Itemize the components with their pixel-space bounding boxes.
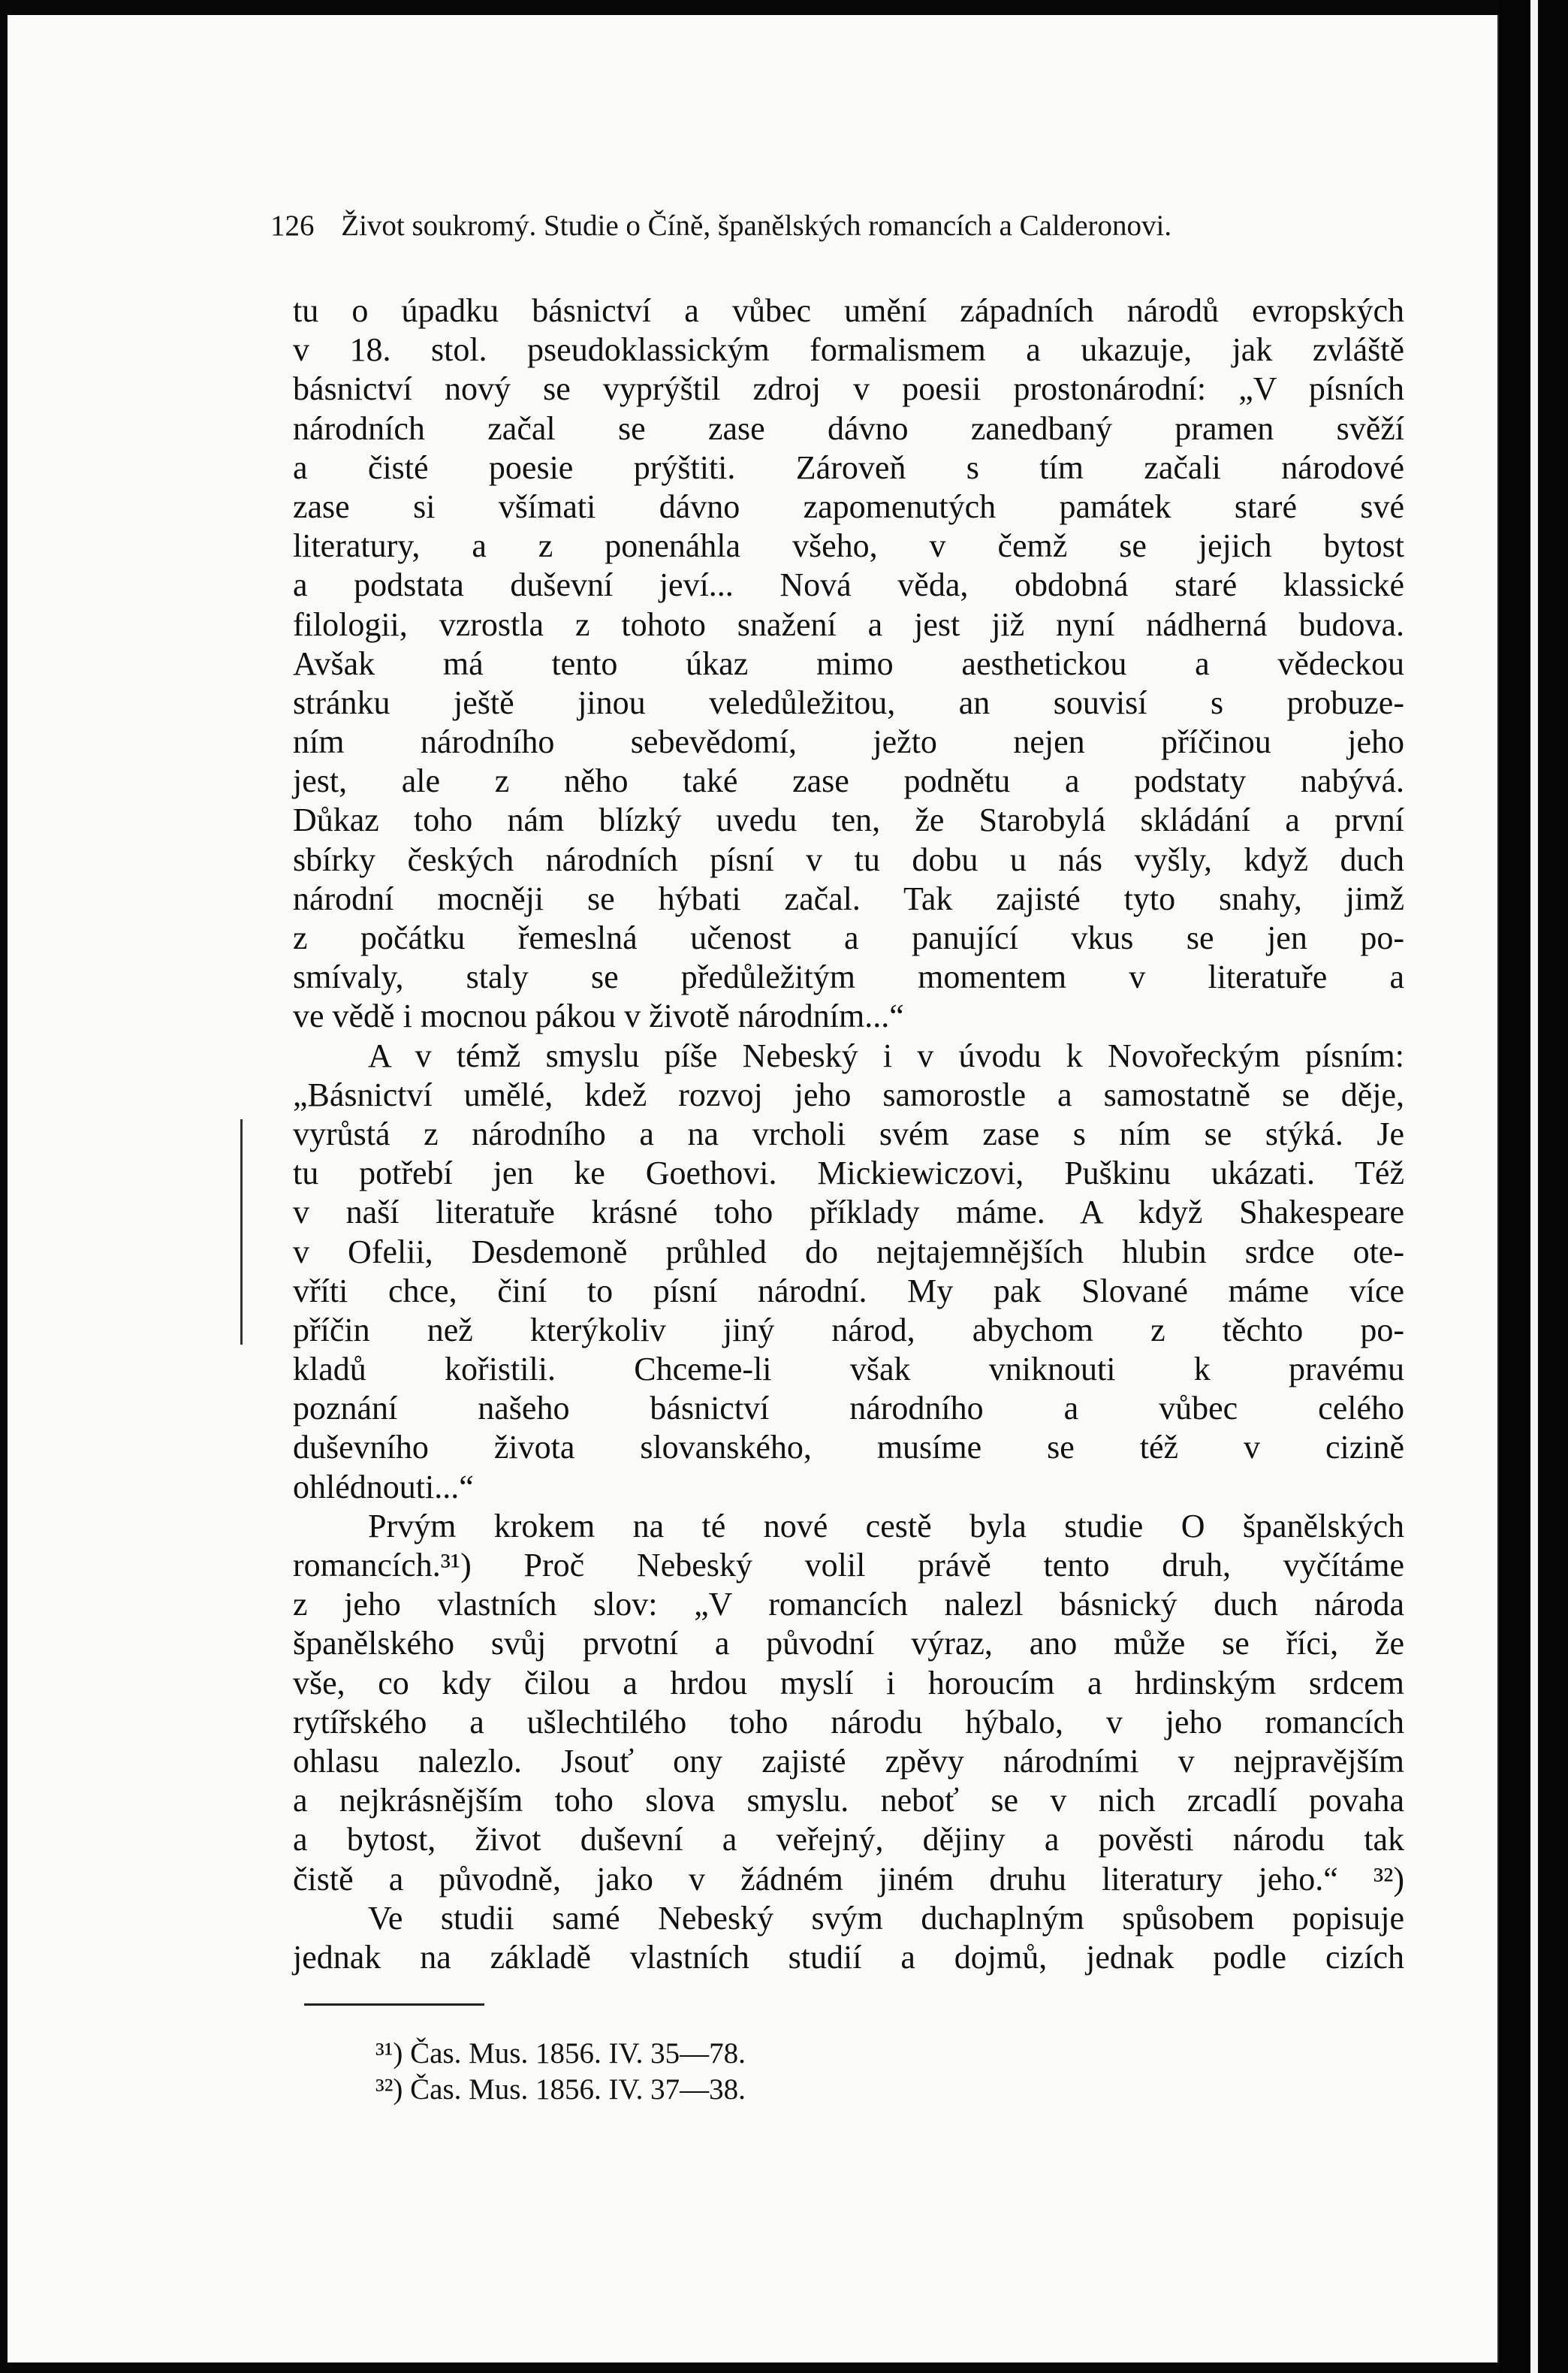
text-line: ním národního sebevědomí, ježto nejen příčinou jeho bbox=[293, 723, 1404, 761]
text-line: ve vědě i mocnou pákou v životě národním...“ bbox=[293, 998, 904, 1035]
text-line: Avšak má tento úkaz mimo aesthetickou a vědeckou bbox=[293, 645, 1404, 682]
book-page bbox=[8, 15, 1500, 2362]
text-line: španělského svůj prvotní a původní výraz, ano může se říci, že bbox=[293, 1625, 1404, 1662]
text-line: sbírky českých národních písní v tu dobu u nás vyšly, když duch bbox=[293, 841, 1404, 878]
text-line: vříti chce, činí to písní národní. My pak Slované máme více bbox=[293, 1272, 1404, 1309]
text-line: příčin než kterýkoliv jiný národ, abychom z těchto po- bbox=[293, 1311, 1404, 1348]
text-line: kladů kořistili. Chceme-li však vniknouti k pravému bbox=[293, 1351, 1404, 1388]
text-line: jednak na základě vlastních studií a dojmů, jednak podle cizích bbox=[293, 1938, 1404, 1976]
page-number: 126 bbox=[270, 210, 315, 242]
text-line: romancích.³¹) Proč Nebeský volil právě tento druh, vyčítáme bbox=[293, 1547, 1404, 1584]
text-line: filologii, vzrostla z tohoto snažení a jest již nyní nádherná budova. bbox=[293, 605, 1404, 643]
text-line: z jeho vlastních slov: „V romancích nalezl básnický duch národa bbox=[293, 1586, 1404, 1623]
running-title: Život soukromý. Studie o Číně, španělských romancích a Calderonovi. bbox=[341, 210, 1172, 242]
text-line: tu potřebí jen ke Goethovi. Mickiewiczovi, Puškinu ukázati. Též bbox=[293, 1155, 1404, 1192]
text-line: a čisté poesie prýštiti. Zároveň s tím začali národové bbox=[293, 448, 1404, 486]
text-line: zase si všímati dávno zapomenutých památek staré své bbox=[293, 488, 1404, 525]
text-line: Ve studii samé Nebeský svým duchaplným spůsobem popisuje bbox=[368, 1899, 1404, 1937]
text-line: vyrůstá z národního a na vrcholi svém zase s ním se stýká. Je bbox=[293, 1115, 1404, 1152]
scan-edge-line bbox=[1530, 0, 1538, 2373]
text-line: A v témž smyslu píše Nebeský i v úvodu k Novořeckým písním: bbox=[368, 1037, 1404, 1074]
text-line: Důkaz toho nám blízký uvedu ten, že Starobylá skládání a první bbox=[293, 802, 1404, 839]
text-line: ohlédnouti...“ bbox=[293, 1468, 474, 1505]
footnotes bbox=[375, 2036, 746, 2108]
text-line: smívaly, staly se předůležitým momentem v literatuře a bbox=[293, 959, 1404, 996]
text-line: duševního života slovanského, musíme se též v cizině bbox=[293, 1429, 1404, 1466]
text-line: rytířského a ušlechtilého toho národu hýbalo, v jeho romancích bbox=[293, 1703, 1404, 1741]
text-line: v naší literatuře krásné toho příklady máme. A když Shakespeare bbox=[293, 1194, 1404, 1231]
footnote-32: ³²) Čas. Mus. 1856. IV. 37—38. bbox=[375, 2073, 746, 2106]
text-line: a podstata duševní jeví... Nová věda, obdobná staré klassické bbox=[293, 566, 1404, 604]
text-line: a nejkrásnějším toho slova smyslu. neboť se v nich zrcadlí povaha bbox=[293, 1782, 1404, 1819]
text-line: čistě a původně, jako v žádném jiném druhu literatury jeho.“ ³²) bbox=[293, 1860, 1404, 1897]
text-line: národních začal se zase dávno zanedbaný pramen svěží bbox=[293, 409, 1404, 447]
body-text bbox=[293, 291, 1404, 1977]
text-line: básnictví nový se vyprýštil zdroj v poesii prostonárodní: „V písních bbox=[293, 370, 1404, 408]
text-line: vše, co kdy čilou a hrdou myslí i horoucím a hrdinským srdcem bbox=[293, 1664, 1404, 1701]
text-line: Prvým krokem na té nové cestě byla studie O španělských bbox=[368, 1507, 1404, 1544]
text-line: z počátku řemeslná učenost a panující vkus se jen po- bbox=[293, 919, 1404, 956]
text-line: poznání našeho básnictví národního a vůbec celého bbox=[293, 1390, 1404, 1427]
footnote-rule bbox=[304, 2003, 484, 2006]
text-line: „Básnictví umělé, kdež rozvoj jeho samorostle a samostatně se děje, bbox=[293, 1076, 1404, 1113]
margin-mark bbox=[240, 1119, 243, 1345]
text-line: v 18. stol. pseudoklassickým formalismem a ukazuje, jak zvláště bbox=[293, 331, 1404, 369]
running-header bbox=[270, 209, 1322, 243]
text-line: ohlasu nalezlo. Jsouť ony zajisté zpěvy národními v nejpravějším bbox=[293, 1742, 1404, 1780]
text-line: a bytost, život duševní a veřejný, dějiny a pověsti národu tak bbox=[293, 1821, 1404, 1858]
text-line: národní mocněji se hýbati začal. Tak zajisté tyto snahy, jimž bbox=[293, 880, 1404, 917]
footnote-31: ³¹) Čas. Mus. 1856. IV. 35—78. bbox=[375, 2037, 746, 2070]
text-line: stránku ještě jinou veledůležitou, an souvisí s probuze- bbox=[293, 684, 1404, 721]
text-line: tu o úpadku básnictví a vůbec umění západních národů evropských bbox=[293, 292, 1404, 329]
scan-edge bbox=[1499, 0, 1568, 2373]
text-line: v Ofelii, Desdemoně průhled do nejtajemnějších hlubin srdce ote- bbox=[293, 1233, 1404, 1270]
text-line: jest, ale z něho také zase podnětu a podstaty nabývá. bbox=[293, 762, 1404, 800]
text-line: literatury, a z ponenáhla všeho, v čemž se jejich bytost bbox=[293, 527, 1404, 565]
